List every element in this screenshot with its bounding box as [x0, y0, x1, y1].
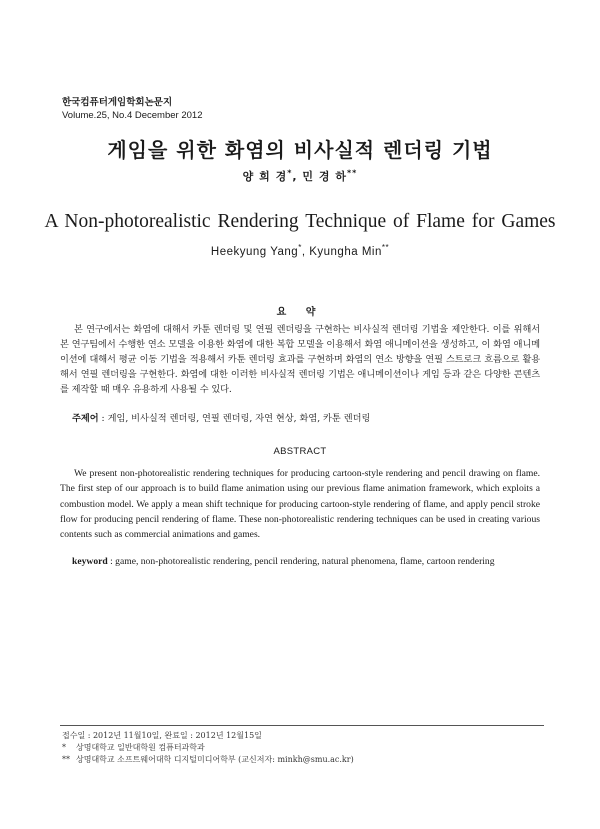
footnote-received-date: 접수일 : 2012년 11월10일, 완료일 : 2012년 12월15일: [62, 731, 262, 740]
abstract-english-heading: ABSTRACT: [273, 446, 327, 457]
footnote-2: [62, 754, 354, 765]
footnote-divider: [60, 725, 544, 726]
paper-title-english: A Non-photorealistic Rendering Technique of Flame for Games: [44, 211, 556, 232]
author-separator-korean: ,: [292, 170, 303, 183]
footnote-1: [62, 742, 205, 753]
footnote-2-mark: **: [62, 755, 70, 764]
author-separator-english: ,: [301, 245, 310, 258]
authors-korean: [0, 168, 600, 184]
footnote-1-text: 상명대학교 일반대학원 컴퓨터과학과: [76, 743, 205, 752]
author-2-english: Kyungha Min: [309, 245, 382, 258]
keywords-korean-label: 주제어: [72, 413, 99, 424]
journal-volume: Volume.25, No.4 December 2012: [62, 110, 203, 121]
abstract-korean-heading: 요 약: [276, 307, 324, 318]
author-2-korean: 민 경 하: [302, 170, 347, 183]
paper-title-korean: 게임을 위한 화염의 비사실적 렌더링 기법: [107, 138, 493, 162]
author-2-mark-english: **: [381, 243, 390, 252]
author-1-mark-english: *: [298, 243, 302, 252]
journal-name: 한국컴퓨터게임학회논문지: [62, 97, 173, 108]
footnote-1-mark: *: [62, 743, 66, 752]
keywords-english-list: : game, non-photorealistic rendering, pencil rendering, natural phenomena, flame, cartoon rendering: [107, 556, 495, 567]
keywords-english: [72, 555, 542, 568]
authors-english: [0, 243, 600, 258]
author-2-mark-korean: **: [346, 168, 358, 178]
keywords-korean-list: : 게임, 비사실적 렌더링, 연필 렌더링, 자연 현상, 화염, 카툰 렌더링: [98, 413, 371, 424]
abstract-korean-body: 본 연구에서는 화염에 대해서 카툰 렌더링 및 연필 렌더링을 구현하는 비사실적 렌더링 기법을 제안한다. 이를 위해서 본 연구팀에서 수행한 연소 모델을 이용한 화염에 대한 복합 모델을 이용해서 화염 애니메이션을 생성하고, 이 화염 애니메이션에 대해서 평균 이동 기법을 적용해서 카툰 렌더링 효과를 구현하며 화염의 연소 방향을 연필 스트로크 흐름으로 활용해서 연필 렌더링을 구현한다. 화염에 대한 이러한 비사실적 렌더링 기법은 애니메이션이나 게임 등과 같은 다양한 콘텐츠를 제작할 때 매우 유용하게 사용될 수 있다.: [60, 324, 540, 395]
footnote-2-text: 상명대학교 소프트웨어대학 디지털미디어학부 (교신저자: minkh@smu.ac.kr): [76, 755, 354, 764]
keywords-korean: [72, 412, 542, 425]
author-1-english: Heekyung Yang: [210, 245, 299, 258]
abstract-english-body: We present non-photorealistic rendering techniques for producing cartoon-style rendering and pencil drawing on flame. The first step of our approach is to build flame animation using our previous flame animation framework, which exploits a combustion model. We apply a mean shift technique for producing cartoon-style rendering of flame, and apply pencil stroke flow for producing pencil rendering of flame. These non-photorealistic rendering techniques can be used in creating various contents such as commercial animations and games.: [60, 468, 540, 541]
keywords-english-label: keyword: [72, 556, 108, 567]
author-1-korean: 양 희 경: [242, 170, 288, 183]
author-1-mark-korean: *: [287, 168, 293, 178]
